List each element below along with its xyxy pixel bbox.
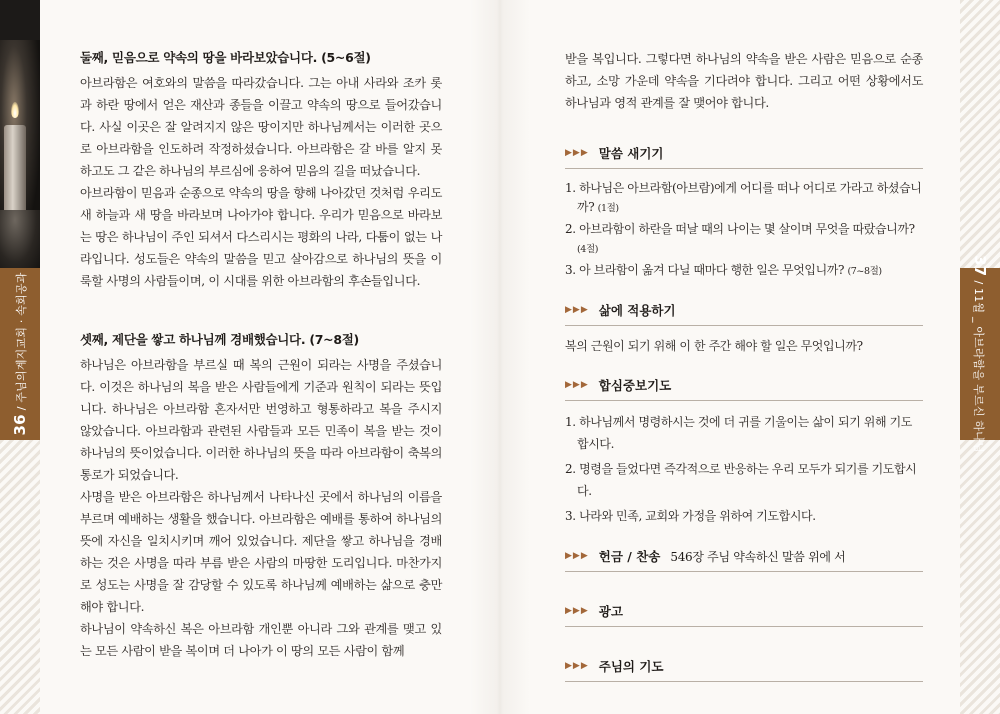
candle-body [4, 125, 26, 215]
list-item: 2. 아브라함이 하란을 떠날 때의 나이는 몇 살이며 무엇을 따랐습니까?(4절) [565, 222, 915, 255]
right-tab-label: / 11월 _ 아브라함을 부르신 하나님 [972, 280, 985, 453]
offering-title: 헌금 / 찬송 [598, 549, 661, 564]
offering-heading [565, 547, 923, 572]
announcements-section [565, 602, 923, 627]
verse-ref: (1절) [597, 203, 619, 214]
left-tab-label: / 주님의계지교회 · 속회공과 [15, 272, 28, 411]
section-three-paragraph: 하나님이 약속하신 복은 아브라함 개인뿐 아니라 그와 관계를 맺고 있는 모든 사람이 받을 복이며 더 나아가 이 땅의 모든 사람이 함께 [80, 622, 442, 658]
triple-arrow-icon: ▶▶▶ [565, 380, 589, 390]
page-gutter [470, 0, 530, 714]
list-item: 3. 아 브라함이 옮겨 다닐 때마다 행한 일은 무엇입니까? (7~8절) [565, 263, 882, 277]
prayer-section [565, 376, 923, 527]
section-three-paragraph: 사명을 받은 아브라함은 하나님께서 나타나신 곳에서 하나님의 이름을 부르며 예배하는 생활을 했습니다. 아브라함은 예배를 통하여 하나님의 뜻에 자신을 일치시키며 깨어 있었습니다. 제단을 쌓고 하나님을 경배하는 것은 사명을 따라 부름 받은 사람의 마땅한 도리입니다. 마찬가지로 성도는 사명을 잘 감당할 수 있도록 하나님께 예배하는 삶으로 충만해야 합니다. [80, 490, 442, 614]
left-page-tab [0, 268, 40, 440]
lords-prayer-heading [565, 657, 923, 682]
offering-section [565, 547, 923, 572]
section-two-heading: 둘째, 믿음으로 약속의 땅을 바라보았습니다. (5~6절) [80, 50, 371, 65]
continuation-paragraph: 받을 복입니다. 그렇다면 하나님의 약속을 받은 사람은 믿음으로 순종하고, 소망 가운데 약속을 기다려야 합니다. 그리고 어떤 상황에서도 하나님과 영적 관계를 잘 맺어야 합니다. [565, 52, 923, 110]
triple-arrow-icon: ▶▶▶ [565, 661, 589, 671]
apply-heading [565, 301, 923, 326]
list-item: 1. 하나님은 아브라함(아브람)에게 어디를 떠나 어디로 가라고 하셨습니까? (1절) [565, 181, 922, 214]
hymn-text: 546장 주님 약속하신 말씀 위에 서 [670, 549, 846, 564]
left-page-number: 36 [11, 414, 29, 436]
meditation-section [565, 144, 923, 281]
candle-flame-icon [11, 102, 19, 118]
section-three-heading: 셋째, 제단을 쌓고 하나님께 경배했습니다. (7~8절) [80, 332, 359, 347]
lords-prayer-section [565, 657, 923, 682]
list-item: 2. 명령을 들었다면 즉각적으로 반응하는 우리 모두가 되기를 기도합시다. [565, 462, 917, 498]
candle-image [0, 40, 40, 240]
left-page-content [80, 48, 442, 662]
right-page-number: 37 [971, 255, 989, 277]
announcements-heading [565, 602, 923, 627]
apply-question: 복의 근원이 되기 위해 이 한 주간 해야 할 일은 무엇입니까? [565, 339, 863, 353]
left-sidebar [0, 0, 40, 714]
section-two-paragraph: 아브라함이 믿음과 순종으로 약속의 땅을 향해 나아갔던 것처럼 우리도 새 하늘과 새 땅을 바라보며 나아가야 합니다. 우리가 믿음으로 바라보는 땅은 하나님이 주인 되셔서 다스리시는 평화의 나라, 다툼이 없는 나라입니다. 성도들은 약속의 말씀을 믿고 살아감으로 하나님의 뜻을 이룩할 사명의 사람들이며, 이 시대를 위한 아브라함의 후손들입니다. [80, 186, 442, 288]
apply-title: 삶에 적용하기 [598, 303, 676, 318]
section-two [80, 48, 442, 292]
candle-holder [0, 210, 40, 270]
section-three-paragraph: 하나님은 아브라함을 부르실 때 복의 근원이 되라는 사명을 주셨습니다. 이것은 하나님의 복을 받은 사람들에게 기준과 원칙이 되라는 뜻입니다. 하나님은 아브라함 혼자서만 번영하고 형통하라고 복을 주시지 않았습니다. 아브라함과 관련된 사람들과 모든 민족이 복을 받는 것이 하나님의 뜻이었습니다. 이러한 하나님의 뜻을 따라 아브라함이 축복의 통로가 되었습니다. [80, 358, 442, 482]
section-three [80, 330, 442, 662]
prayer-title: 합심중보기도 [598, 378, 672, 393]
right-page-tab [960, 255, 1000, 453]
section-two-paragraph: 아브라함은 여호와의 말씀을 따라갔습니다. 그는 아내 사라와 조카 롯과 하란 땅에서 얻은 재산과 종들을 이끌고 약속의 땅으로 들어갔습니다. 사실 이곳은 잘 알려지지 않은 땅이지만 하나님께서는 이러한 곳으로 아브라함을 인도하려 작정하셨습니다. 아브라함은 갈 바를 알지 못하고도 그 같은 하나님의 부르심에 응하여 믿음의 길을 떠났습니다. [80, 76, 442, 178]
verse-ref: (4절) [577, 244, 599, 255]
announcements-title: 광고 [598, 604, 623, 619]
triple-arrow-icon: ▶▶▶ [565, 305, 589, 315]
left-stripe-pattern [0, 440, 40, 714]
meditation-list [565, 179, 923, 281]
lords-prayer-title: 주님의 기도 [598, 659, 664, 674]
meditation-heading [565, 144, 923, 169]
triple-arrow-icon: ▶▶▶ [565, 148, 589, 158]
verse-ref: (7~8절) [847, 266, 882, 277]
meditation-title: 말씀 새기기 [598, 146, 664, 161]
prayer-list [565, 411, 923, 527]
prayer-heading [565, 376, 923, 401]
triple-arrow-icon: ▶▶▶ [565, 606, 589, 616]
list-item: 3. 나라와 민족, 교회와 가정을 위하여 기도합시다. [565, 509, 816, 523]
list-item: 1. 하나님께서 명령하시는 것에 더 귀를 기울이는 삶이 되기 위해 기도합시다. [565, 415, 912, 451]
right-page-content [565, 48, 923, 702]
apply-section [565, 301, 923, 356]
triple-arrow-icon: ▶▶▶ [565, 551, 589, 561]
